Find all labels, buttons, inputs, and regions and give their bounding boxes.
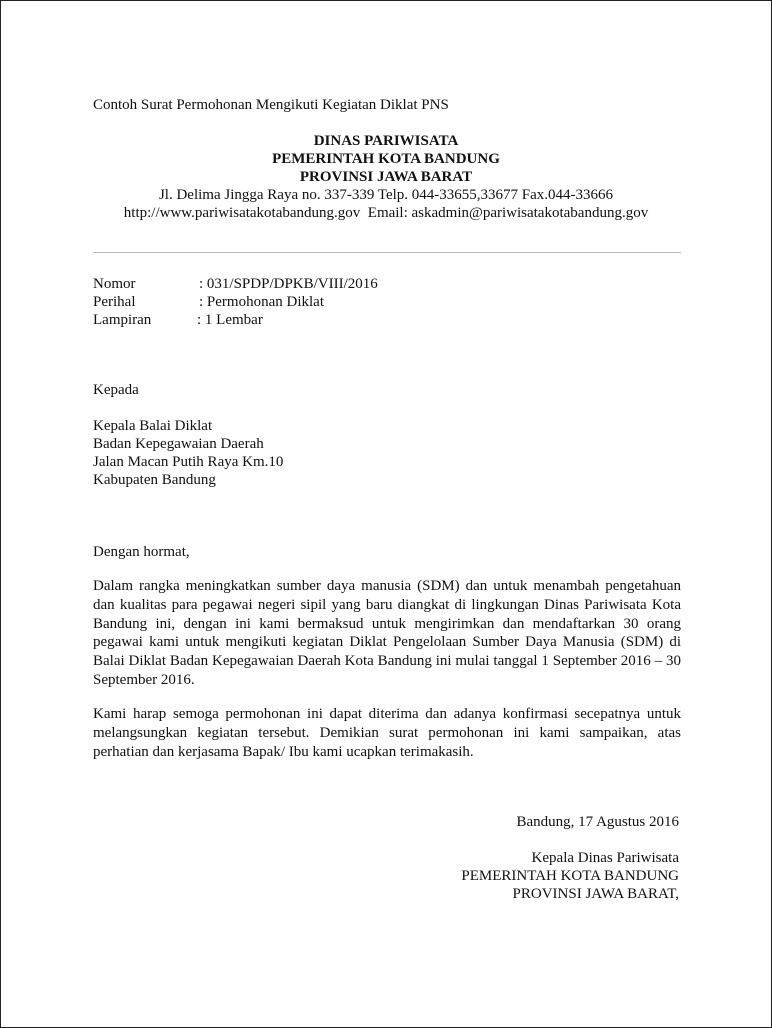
signer-title: Kepala Dinas Pariwisata bbox=[531, 850, 679, 866]
recipient-line-2: Badan Kepegawaian Daerah bbox=[93, 436, 264, 452]
document-title: Contoh Surat Permohonan Mengikuti Kegiatan Diklat PNS bbox=[93, 97, 449, 113]
letterhead-divider bbox=[93, 252, 681, 253]
letterhead-province: PROVINSI JAWA BARAT bbox=[299, 169, 473, 185]
letterhead-government: PEMERINTAH KOTA BANDUNG bbox=[272, 151, 500, 167]
letterhead-agency: DINAS PARIWISATA bbox=[313, 133, 459, 149]
recipient-line-4: Kabupaten Bandung bbox=[93, 472, 216, 488]
recipient-line-1: Kepala Balai Diklat bbox=[93, 418, 213, 434]
greeting: Dengan hormat, bbox=[93, 544, 190, 560]
letterhead-address: Jl. Delima Jingga Raya no. 337-339 Telp. 044-33655,33677 Fax.044-33666 bbox=[158, 187, 614, 203]
signer-province: PROVINSI JAWA BARAT, bbox=[512, 886, 679, 902]
lampiran-label: Lampiran bbox=[93, 312, 152, 328]
nomor-value: : 031/SPDP/DPKB/VIII/2016 bbox=[199, 276, 378, 292]
body-paragraph-1: Dalam rangka meningkatkan sumber daya manusia (SDM) dan untuk menambah pengetahuan dan kualitas para pegawai negeri sipil yang baru diangkat di lingkungan Dinas Pariwisata Kota Bandung ini, dengan ini kami bermaksud untuk mengirimkan dan mendaftarkan 30 orang pegawai kami untuk mengikuti kegiatan Diklat Pengelolaan Sumber Daya Manusia (SDM) di Balai Diklat Badan Kepegawaian Daerah Kota Bandung ini mulai tanggal 1 September 2016 – 30 September 2016. bbox=[93, 578, 681, 688]
letterhead-web-email: http://www.pariwisatakotabandung.gov Email: askadmin@pariwisatakotabandung.gov bbox=[123, 205, 649, 221]
place-date: Bandung, 17 Agustus 2016 bbox=[516, 814, 679, 830]
signer-government: PEMERINTAH KOTA BANDUNG bbox=[461, 868, 679, 884]
body-paragraph-2: Kami harap semoga permohonan ini dapat diterima dan adanya konfirmasi secepatnya untuk melangsungkan kegiatan tersebut. Demikian surat permohonan ini kami sampaikan, atas perhatian dan kerjasama Bapak/ Ibu kami ucapkan terimakasih. bbox=[93, 706, 681, 760]
perihal-label: Perihal bbox=[93, 294, 136, 310]
recipient-line-3: Jalan Macan Putih Raya Km.10 bbox=[93, 454, 284, 470]
lampiran-value: : 1 Lembar bbox=[197, 312, 263, 328]
nomor-label: Nomor bbox=[93, 276, 136, 292]
recipient-kepada: Kepada bbox=[93, 382, 139, 398]
perihal-value: : Permohonan Diklat bbox=[199, 294, 324, 310]
